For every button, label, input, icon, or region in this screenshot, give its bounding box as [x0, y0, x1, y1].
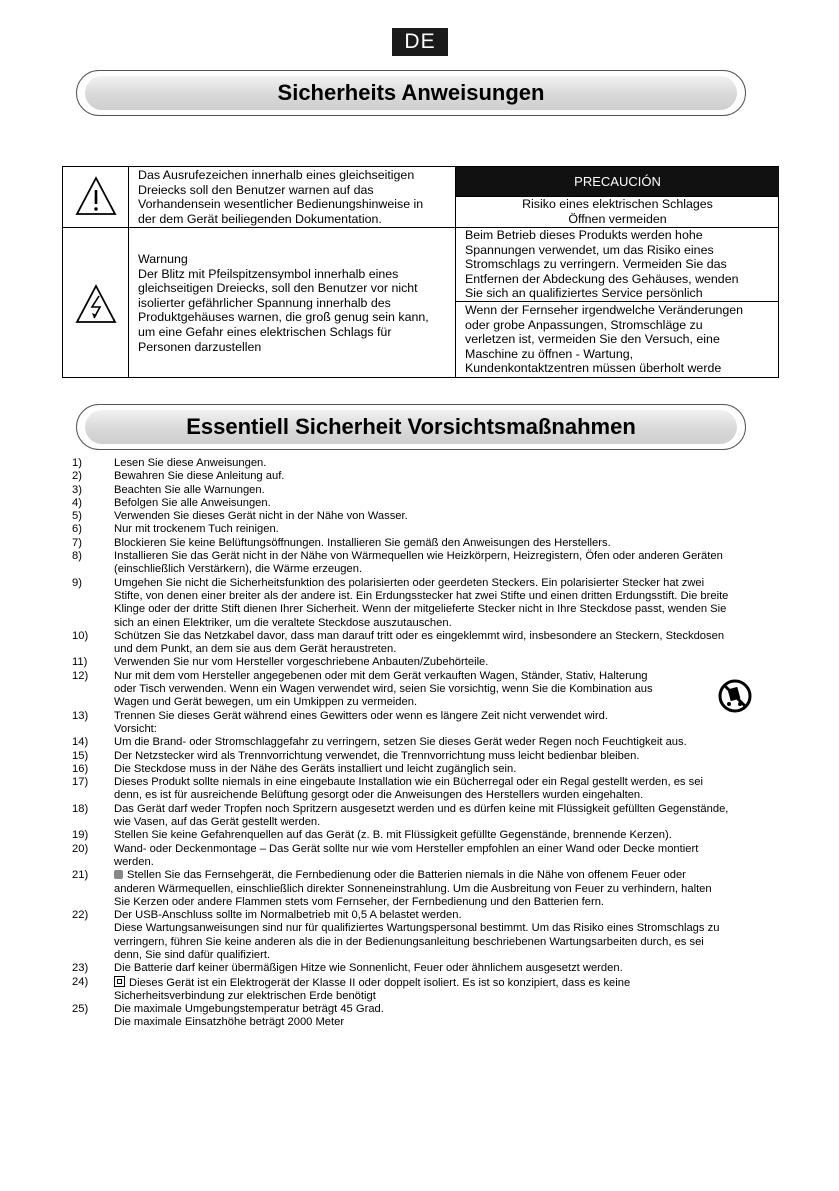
item-number: 16) — [72, 762, 89, 775]
item-number: 4) — [72, 496, 82, 509]
list-item — [72, 776, 772, 803]
item-text-line — [114, 470, 772, 483]
item-text: Verwenden Sie dieses Gerät nicht in der Nähe von Wasser. — [114, 510, 408, 523]
high-voltage-notice — [465, 228, 778, 301]
item-text: Der Netzstecker wird als Trennvorrichtung verwendet, die Trennvorrichtung muss leicht bedienbar bleiben. — [114, 749, 640, 762]
item-text-line — [114, 1003, 772, 1016]
item-text-line — [114, 603, 772, 616]
table-text-line: Das Ausrufezeichen innerhalb eines gleichseitigen — [138, 168, 415, 182]
item-number: 3) — [72, 483, 82, 496]
list-item — [72, 763, 772, 776]
item-number: 10) — [72, 629, 89, 642]
item-text-line — [114, 630, 772, 643]
item-text: Stellen Sie das Fernsehgerät, die Fernbedienung oder die Batterien niemals in die Nähe von offenem Feuer oder — [127, 869, 686, 882]
item-text: Installieren Sie das Gerät nicht in der Nähe von Wärmequellen wie Heizkörpern, Heizregistern, Öfen oder anderen Geräten — [114, 550, 723, 563]
table-text-line: Spannungen verwendet, um das Risiko eines — [465, 242, 714, 257]
item-number: 22) — [72, 909, 89, 922]
item-text-line — [114, 896, 772, 909]
item-text: verringern, führen Sie keine anderen als die in der Bedienungsanleitung beschriebenen Wartungsarbeiten durch, es sei — [114, 935, 704, 948]
item-text-line — [114, 883, 772, 896]
item-text: Vorsicht: — [114, 722, 157, 735]
table-text-line: Sie sich an qualifiziertes Service persönlich — [465, 286, 703, 301]
list-item — [72, 803, 772, 830]
list-item — [72, 976, 772, 1004]
item-number: 13) — [72, 709, 89, 722]
item-text: Nur mit trockenem Tuch reinigen. — [114, 523, 279, 536]
table-text-line: Risiko eines elektrischen Schlages — [522, 197, 713, 211]
table-text-line: Maschine zu öffnen - Wartung, — [465, 346, 634, 361]
table-text-line: Vorhandensein wesentlicher Bedienungshinweise in — [138, 197, 424, 212]
table-text-line: oder grobe Anpassungen, Stromschläge zu — [465, 317, 703, 332]
list-item — [72, 1003, 772, 1030]
item-text-line — [114, 869, 772, 882]
item-text-line — [114, 803, 772, 816]
item-text: Blockieren Sie keine Belüftungsöffnungen. Installieren Sie gemäß den Anweisungen des Herstellers. — [114, 536, 611, 549]
item-number: 1) — [72, 457, 82, 469]
item-text-line — [114, 829, 772, 842]
list-item — [72, 656, 772, 669]
item-number: 20) — [72, 842, 89, 855]
item-text-line — [114, 617, 772, 630]
section-title-precautions: Essentiell Sicherheit Vorsichtsmaßnahmen — [85, 410, 737, 444]
item-text: Klinge oder der dritte Stift dienen Ihrer Sicherheit. Wenn der mitgelieferte Stecker nicht in Ihre Steckdose passt, wenden Sie — [114, 603, 727, 616]
list-item — [72, 869, 772, 909]
item-text-line — [114, 696, 772, 709]
item-text-line — [114, 563, 772, 576]
table-text-line: Wenn der Fernseher irgendwelche Veränderungen — [465, 303, 744, 317]
section-banner-precautions — [76, 404, 746, 450]
item-text-line — [114, 736, 772, 749]
list-item — [72, 843, 772, 870]
table-divider — [63, 227, 456, 228]
item-text: Umgehen Sie nicht die Sicherheitsfunktion des polarisierten oder geerdeten Steckers. Ein polarisierter Stecker hat zwei — [114, 576, 705, 589]
item-text-line — [114, 976, 772, 990]
list-item — [72, 736, 772, 749]
no-cart-tipping-icon — [717, 678, 753, 714]
item-text: sich an einen Elektriker, um die veraltete Steckdose auszutauschen. — [114, 616, 452, 629]
item-text-line — [114, 457, 772, 470]
item-text: wie Vasen, auf das Gerät gestellt werden. — [114, 816, 321, 829]
table-text-line: Öffnen vermeiden — [568, 211, 667, 226]
item-text-line — [114, 936, 772, 949]
item-text: Verwenden Sie nur vom Hersteller vorgeschriebene Anbauten/Zubehörteile. — [114, 656, 489, 669]
list-item — [72, 829, 772, 842]
item-text: Das Gerät darf weder Tropfen noch Spritzern ausgesetzt werden und es dürfen keine mit Flüssigkeit gefüllten Gegenstände, — [114, 802, 729, 815]
list-item — [72, 750, 772, 763]
item-text: Beachten Sie alle Warnungen. — [114, 483, 265, 496]
item-number: 6) — [72, 523, 82, 536]
item-text-line — [114, 723, 772, 736]
table-text-line: der dem Gerät beiliegenden Dokumentation. — [138, 211, 382, 226]
item-number: 14) — [72, 736, 89, 749]
item-number: 19) — [72, 829, 89, 842]
item-text: Um die Brand- oder Stromschlaggefahr zu verringern, setzen Sie dieses Gerät weder Regen noch Feuchtigkeit aus. — [114, 736, 687, 749]
item-text: oder Tisch verwenden. Wenn ein Wagen verwendet wird, seien Sie vorsichtig, wenn Sie die Kombination aus — [114, 683, 653, 696]
precaution-subtext — [456, 197, 779, 226]
item-text-line — [114, 683, 772, 696]
list-item — [72, 523, 772, 536]
item-text-line — [114, 816, 772, 829]
item-text: Die Steckdose muss in der Nähe des Geräts installiert und leicht zugänglich sein. — [114, 762, 517, 775]
item-number: 21) — [72, 869, 89, 882]
exclamation-description — [138, 168, 454, 226]
item-text-line — [114, 550, 772, 563]
item-text-line — [114, 537, 772, 550]
item-text-line — [114, 750, 772, 763]
item-number: 18) — [72, 802, 89, 815]
language-badge: DE — [392, 28, 448, 56]
item-text: Sicherheitsverbindung zur elektrischen Erde benötigt — [114, 989, 376, 1002]
table-text-line: isolierter gefährlicher Spannung innerhalb des — [138, 295, 391, 310]
item-text-line — [114, 763, 772, 776]
item-text-line — [114, 590, 772, 603]
item-text-line — [114, 843, 772, 856]
table-text-line: Beim Betrieb dieses Produkts werden hohe — [465, 228, 703, 242]
item-text-line — [114, 710, 772, 723]
item-text: und dem Punkt, an dem sie aus dem Gerät heraustreten. — [114, 643, 397, 656]
item-number: 5) — [72, 510, 82, 523]
item-text: anderen Wärmequellen, einschließlich direkter Sonneneinstrahlung. Um die Ausbreitung von Feuer zu verhindern, halten — [114, 882, 712, 895]
item-text-line — [114, 962, 772, 975]
item-text: Diese Wartungsanweisungen sind nur für qualifiziertes Wartungspersonal bestimmt. Um das Risiko eines Stromschlags zu — [114, 922, 720, 935]
item-text: denn, Sie sind dafür qualifiziert. — [114, 948, 271, 961]
item-number: 11) — [72, 656, 88, 669]
item-number: 8) — [72, 550, 82, 563]
item-text: Befolgen Sie alle Anweisungen. — [114, 496, 271, 509]
list-item — [72, 470, 772, 483]
table-divider — [455, 301, 779, 302]
list-item — [72, 630, 772, 657]
item-text-line — [114, 670, 772, 683]
item-text-line — [114, 789, 772, 802]
item-text-line — [114, 990, 772, 1003]
item-text: Der USB-Anschluss sollte im Normalbetrieb mit 0,5 A belastet werden. — [114, 909, 462, 922]
item-text: werden. — [114, 855, 154, 868]
list-item — [72, 670, 772, 710]
table-text-line: verletzen ist, vermeiden Sie den Versuch, eine — [465, 332, 720, 347]
item-text: (einschließlich Verstärkern), die Wärme erzeugen. — [114, 563, 363, 576]
item-text-line — [114, 523, 772, 536]
table-text-line: Dreiecks soll den Benutzer warnen auf das — [138, 182, 374, 197]
precaution-header: PRECAUCIÓN — [456, 167, 779, 196]
item-text-line — [114, 484, 772, 497]
item-text-line — [114, 909, 772, 922]
item-text: Bewahren Sie diese Anleitung auf. — [114, 470, 285, 483]
item-number: 12) — [72, 669, 89, 682]
item-text-line — [114, 776, 772, 789]
item-number: 23) — [72, 962, 89, 975]
item-text: Die maximale Einsatzhöhe beträgt 2000 Meter — [114, 1016, 345, 1029]
safety-symbol-table — [62, 166, 779, 378]
item-text-line — [114, 510, 772, 523]
item-text: Stifte, von denen einer breiter als der andere ist. Ein Erdungsstecker hat zwei Stifte und einen dritten Erdungsstift. Die breite — [114, 589, 729, 602]
item-number: 7) — [72, 536, 82, 549]
table-text-line: gleichseitigen Dreiecks, soll den Benutzer vor nicht — [138, 281, 418, 296]
section-banner-safety-instructions — [76, 70, 746, 116]
exclamation-triangle-icon — [75, 175, 117, 217]
table-text-line: Kundenkontaktzentren müssen überholt werde — [465, 361, 722, 376]
list-item — [72, 484, 772, 497]
item-text: Trennen Sie dieses Gerät während eines Gewitters oder wenn es längere Zeit nicht verwendet wird. — [114, 709, 608, 722]
item-text: Wagen und Gerät bewegen, um ein Umkippen zu vermeiden. — [114, 696, 418, 709]
item-text: Schützen Sie das Netzkabel davor, dass man darauf tritt oder es eingeklemmt wird, insbesondere an Steckern, Steckdosen — [114, 629, 725, 642]
table-text-line: Produktgehäuses warnen, die groß genug sein kann, — [138, 310, 429, 325]
table-text-line: Personen darzustellen — [138, 339, 262, 354]
table-text-line: um eine Gefahr eines elektrischen Schlags für — [138, 324, 392, 339]
list-item — [72, 710, 772, 737]
item-text-line — [114, 497, 772, 510]
item-text: Stellen Sie keine Gefahrenquellen auf das Gerät (z. B. mit Flüssigkeit gefüllte Gegenstände, brennende Kerzen). — [114, 829, 672, 842]
warning-title: Warnung — [138, 252, 188, 266]
list-item — [72, 550, 772, 577]
fire-warning-icon — [114, 870, 123, 879]
item-text-line — [114, 577, 772, 590]
item-text: denn, es ist für ausreichende Belüftung gesorgt oder die Anweisungen des Herstellers wurden eingehalten. — [114, 789, 644, 802]
item-text: Dieses Gerät ist ein Elektrogerät der Klasse II oder doppelt isoliert. Es ist so konzipiert, dass es keine — [129, 976, 631, 989]
modification-notice — [465, 303, 778, 376]
item-text-line — [114, 949, 772, 962]
item-text: Die maximale Umgebungstemperatur beträgt 45 Grad. — [114, 1003, 384, 1016]
list-item — [72, 510, 772, 523]
lightning-description — [138, 252, 454, 354]
lightning-triangle-icon — [75, 283, 117, 325]
table-text-line: Entfernen der Abdeckung des Gehäuses, wenden — [465, 271, 739, 286]
item-text: Lesen Sie diese Anweisungen. — [114, 457, 267, 469]
list-item — [72, 909, 772, 962]
item-text-line — [114, 656, 772, 669]
item-number: 9) — [72, 576, 82, 589]
item-number: 17) — [72, 776, 89, 789]
item-text-line — [114, 1016, 772, 1029]
list-item — [72, 962, 772, 975]
item-number: 25) — [72, 1003, 89, 1016]
item-text-line — [114, 856, 772, 869]
precaution-list — [72, 457, 772, 1030]
class-ii-icon — [114, 976, 125, 987]
table-divider — [128, 167, 129, 377]
item-number: 24) — [72, 975, 89, 988]
item-text: Sie Kerzen oder andere Flammen stets vom Fernseher, der Fernbedienung und den Batterien fern. — [114, 895, 605, 908]
table-text-line: Stromschlags zu verringern. Vermeiden Sie das — [465, 257, 727, 272]
item-text: Nur mit dem vom Hersteller angegebenen oder mit dem Gerät verkauften Wagen, Ständer, Stativ, Halterung — [114, 669, 648, 682]
item-number: 15) — [72, 749, 89, 762]
item-text-line — [114, 643, 772, 656]
item-number: 2) — [72, 470, 82, 483]
list-item — [72, 537, 772, 550]
table-text-line: Der Blitz mit Pfeilspitzensymbol innerhalb eines — [138, 266, 399, 281]
item-text: Die Batterie darf keiner übermäßigen Hitze wie Sonnenlicht, Feuer oder ähnlichem ausgesetzt werden. — [114, 962, 623, 975]
item-text-line — [114, 922, 772, 935]
list-item — [72, 497, 772, 510]
item-text: Wand- oder Deckenmontage – Das Gerät sollte nur wie vom Hersteller empfohlen an einer Wand oder Decke montiert — [114, 842, 699, 855]
item-text: Dieses Produkt sollte niemals in eine eingebaute Installation wie ein Bücherregal oder ein Regal gestellt werden, es sei — [114, 776, 703, 789]
list-item — [72, 577, 772, 630]
section-title-safety-instructions: Sicherheits Anweisungen — [85, 76, 737, 110]
list-item — [72, 457, 772, 470]
